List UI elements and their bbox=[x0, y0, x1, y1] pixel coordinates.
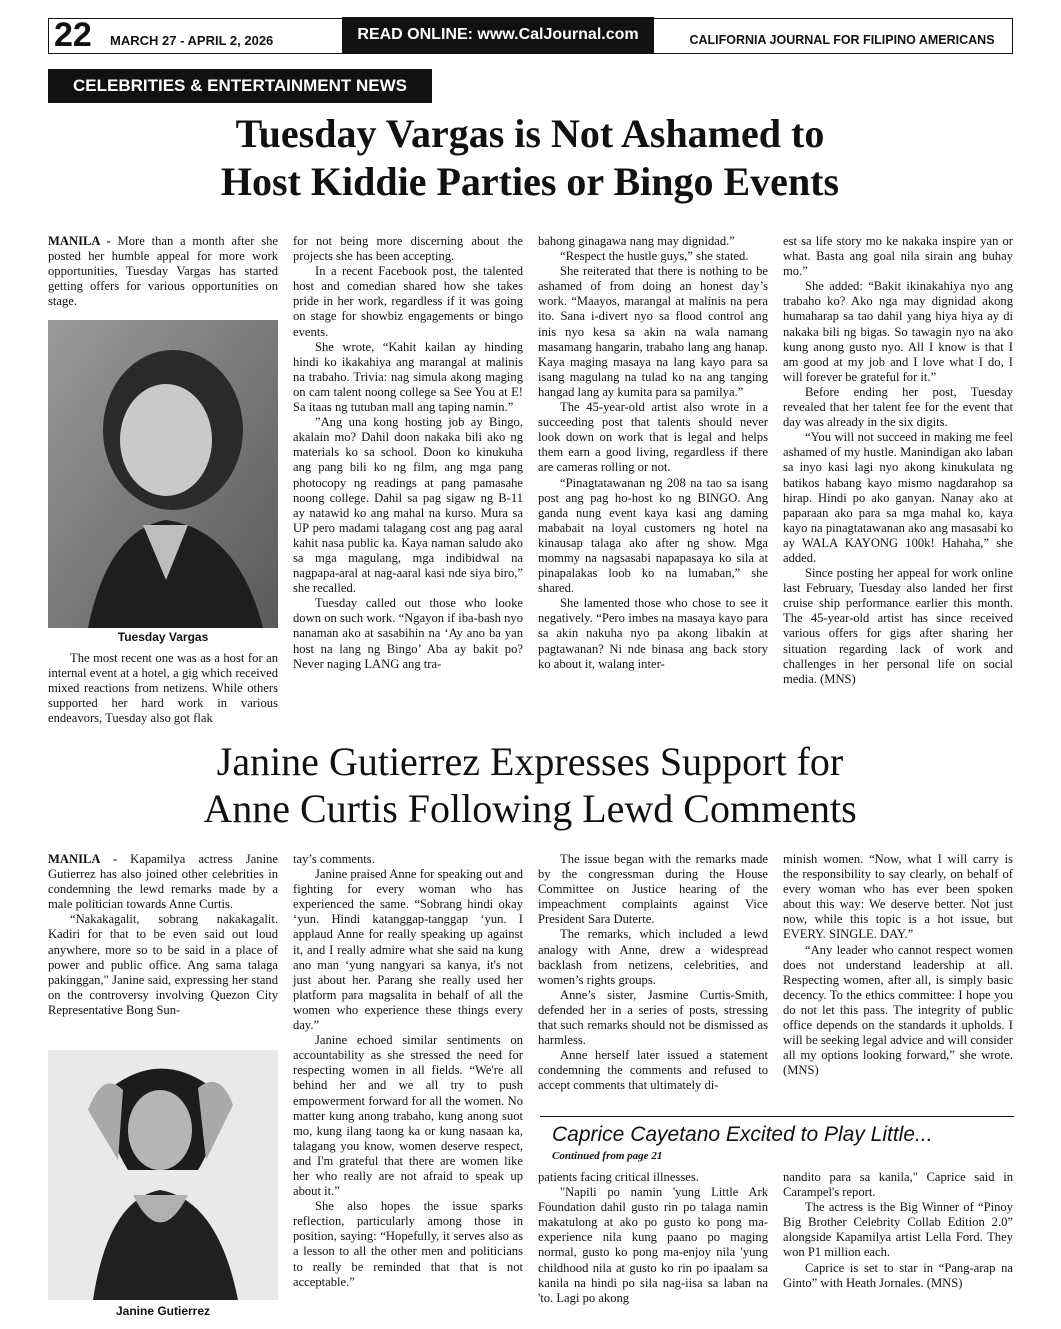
article2-paragraph: Anne’s sister, Jasmine Curtis-Smith, defended her in a series of posts, stressing that such remarks should not be dismissed as harmless. bbox=[538, 987, 768, 1048]
article2-dateline: MANILA - bbox=[48, 852, 118, 866]
issue-date: MARCH 27 - APRIL 2, 2026 bbox=[110, 33, 274, 48]
article1-headline-line2: Host Kiddie Parties or Bingo Events bbox=[220, 159, 840, 204]
article3-paragraph: "Napili po namin 'yung Little Ark Foundation dahil gusto rin po talaga namin makatulong at ako po gusto ko pong ma-experience nila kung paano po maging normal, gusto ko pong ma-enjoy nila 'yung childhood nila at gusto ko rin po ipaalam sa kanila na hindi po sila nag-iisa sa laban na 'to. Lagi po akong bbox=[538, 1185, 768, 1305]
article2-paragraph: She also hopes the issue sparks reflection, particularly among those in position, saying: “Hopefully, it serves also as a lesson to all the other men and politicians to really be reminded that that is not acceptable.” bbox=[293, 1199, 523, 1289]
article1-paragraph: She reiterated that there is nothing to be ashamed of from doing an honest day’s work. “Maayos, marangal at malinis na pera ito. Sana i-divert nyo sa flood control ang inis nyo kesa sa akin na wala namang masamang hangarin, trabaho lang ang hanap. Kaya maging masaya na lang kayo para sa isang magulang na tulad ko na ang tanging hangad lang ay kumita para sa pamilya.” bbox=[538, 264, 768, 399]
article3-paragraph: patients facing critical illnesses. bbox=[538, 1170, 699, 1184]
tuesday-vargas-photo bbox=[48, 320, 278, 628]
article1-paragraph: est sa life story mo ke nakaka inspire yan or what. Basta ang goal nila sirain ang buhay mo.” bbox=[783, 234, 1013, 279]
article3-paragraph: The actress is the Big Winner of “Pinoy Big Brother Celebrity Collab Edition 2.0” alongside Kapamilya artist Lella Ford. They won P1 million each. bbox=[783, 1200, 1013, 1260]
article3-col1 bbox=[538, 1170, 768, 1306]
article1-paragraph: ”Ang una kong hosting job ay Bingo, akalain mo? Dahil doon nakaka bili ako ng materials ko sa school. Doon ko kinukuha ang pang bili ko ng film, ang mga pang photocopy ng readings at pang pamasahe noong college. Dahil sa pag sigaw ng B-11 ay natawid ko ang mahal na kurso. Mura sa UP pero madami talagang cost ang pag aaral kahit nasa public ka. Kaya naman saludo ako sa mga magulang, mga indibidwal na nagpapa-aral at nag-aaral kasi nde siya biro,” she recalled. bbox=[293, 415, 523, 596]
article1-col1-top bbox=[48, 234, 278, 309]
article1-paragraph: She wrote, “Kahit kailan ay hinding hindi ko ikakahiya ang marangal at malinis na trabaho. Trivia: nag simula akong maging on cam talent noong college sa See You at E! Sa itaas ng tutuban mall ang taping namin.” bbox=[293, 339, 523, 415]
portrait-illustration bbox=[48, 320, 278, 628]
article3-paragraph: nandito para sa kanila," Caprice said in Carampel's report. bbox=[783, 1170, 1013, 1200]
article2-paragraph: Janine praised Anne for speaking out and fighting for every woman who has experienced the same. “Sobrang hindi okay ‘yun. Hindi katanggap-tanggap ‘yun. I applaud Anne for really speaking up against it, and I really admire what she said na kung ano man ‘yung nangyari sa kanya, it's not just about her. Parang she really used her platform para magsalita in behalf of all the women who experience these things every day.” bbox=[293, 867, 523, 1033]
article1-paragraph: for not being more discerning about the projects she has been accepting. bbox=[293, 234, 523, 264]
article1-headline-line1: Tuesday Vargas is Not Ashamed to bbox=[235, 111, 825, 156]
article1-paragraph: She lamented those who chose to see it negatively. “Pero imbes na masaya kayo para sa akin nakuha nyo pa akong libakin at pagtawanan? Ni nde binasa ang back story ko about it, walang inter- bbox=[538, 596, 768, 671]
article2-lead: Kapamilya actress Janine Gutierrez has also joined other celebrities in condemning the lewd remarks made by a male politician towards Anne Curtis. bbox=[48, 852, 278, 912]
article1-paragraph: The most recent one was as a host for an internal event at a hotel, a gig which received mixed reactions from netizens. While others supported her hard work in various endeavors, Tuesday also got flak bbox=[48, 651, 278, 726]
article1-paragraph: Tuesday called out those who looke down on such work. “Ngayon if iba-bash nyo nanaman ako at sasabihin na ‘Ay ano ba yan host na lang ng Bingo’ Aba ay bakit po? Never naging LANG ang tra- bbox=[293, 596, 523, 671]
janine-gutierrez-caption: Janine Gutierrez bbox=[115, 1304, 211, 1318]
article1-paragraph: bahong ginagawa nang may dignidad.” bbox=[538, 234, 735, 248]
article1-paragraph: In a recent Facebook post, the talented host and comedian shared how she takes pride in her work, regardless if it was going on stage for showbiz engagements or bingo events. bbox=[293, 264, 523, 339]
article1-col1-bottom bbox=[48, 651, 278, 726]
article1-paragraph: “Respect the hustle guys,” she stated. bbox=[560, 249, 749, 264]
janine-gutierrez-photo bbox=[48, 1050, 278, 1300]
article1-col3 bbox=[538, 234, 768, 672]
article2-paragraph: The remarks, which included a lewd analogy with Anne, drew a widespread backlash from netizens, celebrities, and women’s rights groups. bbox=[538, 927, 768, 987]
article2-paragraph: Janine echoed similar sentiments on accountability as she stressed the need for respecting women in all fields. “We're all behind her and we all try to push empowerment forward for all the women. No matter kung anong trabaho, kung anong suot mo, kung ilang taong ka or kung nasaan ka, talagang you know, women deserve respect, and I'm grateful that there are women like her who really are not afraid to speak up about it.” bbox=[293, 1033, 523, 1199]
tuesday-vargas-caption: Tuesday Vargas bbox=[117, 630, 209, 644]
read-online-link[interactable]: READ ONLINE: www.CalJournal.com bbox=[342, 17, 654, 53]
article2-headline bbox=[160, 738, 900, 832]
article1-lead: More than a month after she posted her humble appeal for more work opportunities, Tuesday Vargas has started getting offers for various opportunities on stage. bbox=[48, 234, 278, 309]
masthead: CALIFORNIA JOURNAL FOR FILIPINO AMERICANS bbox=[689, 33, 995, 47]
article3-col2 bbox=[783, 1170, 1013, 1291]
article3-paragraph: Caprice is set to star in “Pang-arap na Ginto” with Heath Jornales. (MNS) bbox=[783, 1260, 1013, 1290]
article2-col4 bbox=[783, 852, 1013, 1078]
article2-col2 bbox=[293, 852, 523, 1290]
article1-paragraph: Since posting her appeal for work online last February, Tuesday also landed her first cruise ship performance earlier this month. The 45-year-old artist has since received various offers for gigs after sharing her situation regarding lack of work and challenges in her personal life on social media. (MNS) bbox=[783, 566, 1013, 686]
article2-paragraph: The issue began with the remarks made by the congressman during the House Committee on Justice hearing of the impeachment complaints against Vice President Sara Duterte. bbox=[538, 852, 768, 927]
article2-col3 bbox=[538, 852, 768, 1094]
article2-col1-top bbox=[48, 852, 278, 1018]
article1-col2 bbox=[293, 234, 523, 672]
article1-paragraph: Before ending her post, Tuesday revealed that her talent fee for the event that day was already in the six digits. bbox=[783, 384, 1013, 430]
article2-headline-line2: Anne Curtis Following Lewd Comments bbox=[203, 786, 857, 831]
article3-divider bbox=[540, 1116, 1014, 1117]
article2-paragraph: “Nakakagalit, sobrang nakakagalit. Kadiri for that to be even said out loud anywhere, more so to be said in a place of power and public office. Ang sama talaga pakinggan," Janine said, expressing her stand on the controversy involving Quezon City Representative Bong Sun- bbox=[48, 912, 278, 1017]
article2-paragraph: Anne herself later issued a statement condemning the comments and refused to accept comments that ultimately di- bbox=[538, 1048, 768, 1093]
portrait-illustration bbox=[48, 1050, 278, 1300]
continued-from-note: Continued from page 21 bbox=[552, 1150, 663, 1162]
article1-dateline: MANILA - bbox=[48, 234, 111, 248]
article1-paragraph: The 45-year-old artist also wrote in a succeeding post that talents should never look down on work that is legal and helps them earn a good living, regardless if there are cameras rolling or not. bbox=[538, 400, 768, 475]
article2-paragraph: tay’s comments. bbox=[293, 852, 375, 866]
article2-paragraph: “Any leader who cannot respect women does not understand leadership at all. Respecting women, after all, is simply basic decency. To the ethics committee: I hope you do not let this pass. The integrity of public office depends on the standards it upholds. I will be seeking legal advice and will consider all my options looking forward,” she wrote. (MNS) bbox=[783, 942, 1013, 1078]
article1-paragraph: She added: “Bakit ikinakahiya nyo ang trabaho ko? Ako nga may dignidad akong humaharap sa tao dahil yang hiya hiya ay di nakaka bili ng bigas. So tawagin nyo na ako kung anong gusto nyo. All I know is that I am good at my job and I love what I do, I will forever be grateful for it.” bbox=[783, 279, 1013, 384]
article1-paragraph: “You will not succeed in making me feel ashamed of my hustle. Manindigan ako laban sa inyo kasi lagi nyo akong kinukulata ng batikos habang kayo mismo nagdarahop sa hirap. Hindi po ako ganyan. Nanay ako at paparaan ako para sa mga mahal ko, kaya kayo na pinagtatawanan ako ang masasabi ko ay WALA KAYONG 100k! Hahaha,” she added. bbox=[783, 430, 1013, 565]
article1-paragraph: “Pinagtatawanan ng 208 na tao sa isang post ang pag ho-host ko ng BINGO. Ang ganda nung event kaya kasi ang daming mababait na loyal customers ng hotel na kinausap talaga ako after ng show. Mga mommy na nagsasabi napapasaya ko sila at pinapalakas loob ko na lumaban,” she shared. bbox=[538, 475, 768, 596]
section-label: CELEBRITIES & ENTERTAINMENT NEWS bbox=[48, 69, 432, 103]
article1-col4 bbox=[783, 234, 1013, 687]
article2-paragraph: minish women. “Now, what I will carry is the responsibility to say clearly, on behalf of every woman who has ever been spoken about this way: We deserve better. Not just now, while this topic is a hot issue, but EVERY. SINGLE. DAY.” bbox=[783, 852, 1013, 942]
article3-headline: Caprice Cayetano Excited to Play Little... bbox=[552, 1123, 933, 1146]
page-number: 22 bbox=[54, 16, 92, 54]
article1-headline bbox=[160, 110, 900, 206]
article2-headline-line1: Janine Gutierrez Expresses Support for bbox=[216, 739, 844, 784]
